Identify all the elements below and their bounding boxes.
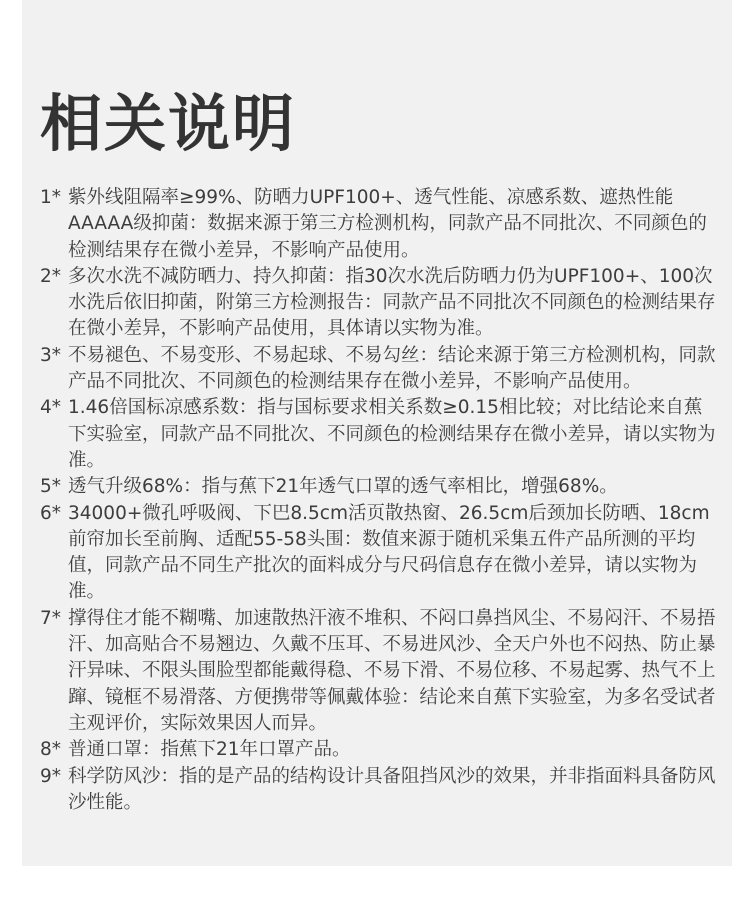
- note-number: 2*: [40, 265, 62, 287]
- note-text: 撑得住才能不糊嘴、加速散热汗液不堆积、不闷口鼻挡风尘、不易闷汗、不易捂汗、加高贴合不易翘边、久戴不压耳、不易进风沙、全天户外也不闷热、防止暴汗异味、不限头围脸型都能戴得稳、不易下滑、不易位移、不易起雾、热气不上蹿、镜框不易滑落、方便携带等佩戴体验：结论来自蕉下实验室，为多名受试者主观评价，实际效果因人而异。: [68, 607, 716, 734]
- note-item: [40, 764, 720, 817]
- note-number: 7*: [40, 607, 62, 629]
- note-item: [40, 185, 720, 264]
- note-text: 多次水洗不减防晒力、持久抑菌：指30次水洗后防晒力仍为UPF100+、100次水洗后依旧抑菌，附第三方检测报告：同款产品不同批次不同颜色的检测结果存在微小差异，不影响产品使用，具体请以实物为准。: [68, 265, 716, 340]
- note-item: [40, 343, 720, 396]
- note-number: 4*: [40, 397, 62, 419]
- note-number: 1*: [40, 187, 62, 208]
- note-text: 34000+微孔呼吸阀、下巴8.5cm活页散热窗、26.5cm后颈加长防晒、18cm前帘加长至前胸、适配55-58头围：数值来源于随机采集五件产品所测的平均值，同款产品不同生产批次的面料成分与尺码信息存在微小差异，请以实物为准。: [68, 502, 710, 603]
- note-text: 科学防风沙：指的是产品的结构设计具备阻挡风沙的效果，并非指面料具备防风沙性能。: [68, 765, 716, 813]
- note-item: [40, 606, 720, 737]
- note-item: [40, 264, 720, 343]
- note-number: 3*: [40, 344, 62, 366]
- notes-list: [40, 185, 720, 816]
- note-number: 5*: [40, 476, 62, 498]
- note-item: [40, 737, 720, 763]
- note-text: 1.46倍国标凉感系数：指与国标要求相关系数≥0.15相比较；对比结论来自蕉下实验室，同款产品不同批次、不同颜色的检测结果存在微小差异，请以实物为准。: [68, 397, 716, 471]
- note-number: 8*: [40, 739, 62, 761]
- note-number: 6*: [40, 502, 62, 524]
- note-text: 紫外线阻隔率≥99%、防晒力UPF100+、透气性能、凉感系数、遮热性能AAAAA级抑菌：数据来源于第三方检测机构，同款产品不同批次、不同颜色的检测结果存在微小差异，不影响产品使用。: [68, 187, 707, 261]
- note-text: 不易褪色、不易变形、不易起球、不易勾丝：结论来源于第三方检测机构，同款产品不同批次、不同颜色的检测结果存在微小差异，不影响产品使用。: [68, 344, 716, 393]
- note-text: 普通口罩：指蕉下21年口罩产品。: [68, 739, 351, 761]
- note-item: [40, 395, 720, 474]
- note-item: [40, 474, 720, 500]
- note-text: 透气升级68%：指与蕉下21年透气口罩的透气率相比，增强68%。: [68, 476, 618, 498]
- note-item: [40, 501, 720, 606]
- note-number: 9*: [40, 765, 62, 787]
- page-title: 相关说明: [40, 87, 297, 160]
